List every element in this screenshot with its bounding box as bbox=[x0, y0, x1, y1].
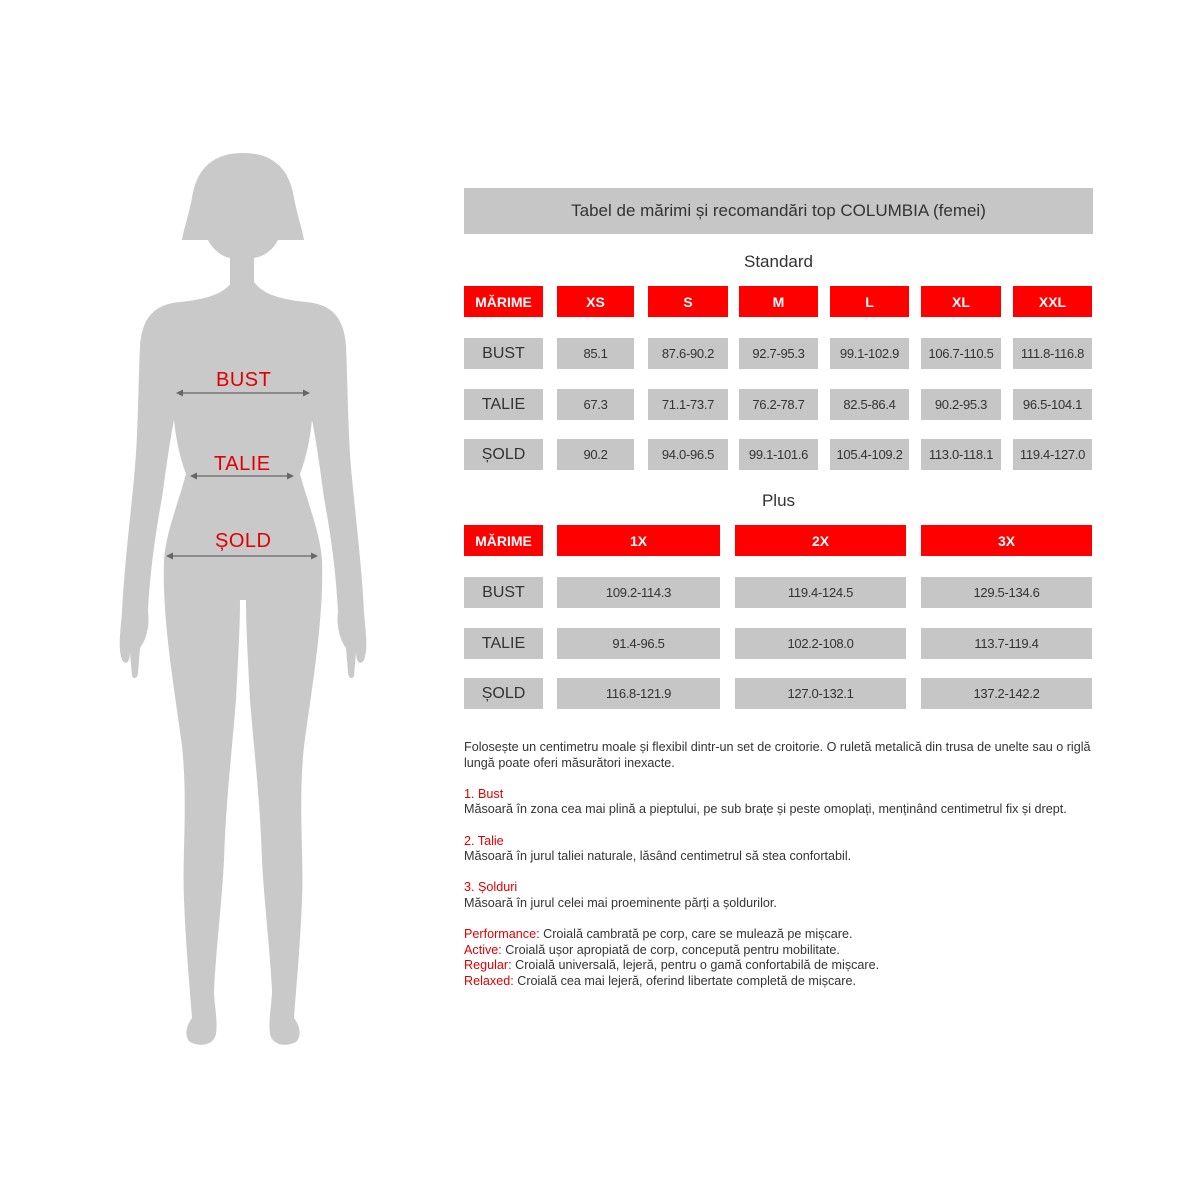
standard-talie-s: 71.1-73.7 bbox=[648, 389, 728, 420]
standard-size-xs: XS bbox=[557, 286, 634, 317]
plus-talie-1x: 91.4-96.5 bbox=[557, 628, 720, 659]
standard-bust-xs: 85.1 bbox=[557, 338, 634, 369]
note-bust-text: Măsoară în zona cea mai plină a pieptului, pe sub brațe și peste omoplați, menținând centimetrul fix și drept. bbox=[464, 802, 1067, 817]
standard-section-title: Standard bbox=[744, 252, 813, 271]
fit-relaxed-text: Croială cea mai lejeră, oferind libertate completă de mișcare. bbox=[513, 973, 857, 988]
plus-size-2x: 2X bbox=[735, 525, 906, 556]
plus-bust-3x: 129.5-134.6 bbox=[921, 577, 1092, 608]
silhouette-icon bbox=[120, 153, 367, 1045]
standard-row-label-talie: TALIE bbox=[464, 389, 543, 420]
standard-bust-l: 99.1-102.9 bbox=[830, 338, 909, 369]
standard-sold-xl: 113.0-118.1 bbox=[921, 439, 1001, 470]
standard-talie-l: 82.5-86.4 bbox=[830, 389, 909, 420]
standard-size-s: S bbox=[648, 286, 728, 317]
standard-bust-xl: 106.7-110.5 bbox=[921, 338, 1001, 369]
fit-performance-name: Performance: bbox=[464, 927, 540, 942]
plus-size-3x: 3X bbox=[921, 525, 1092, 556]
note-talie-title: 2. Talie bbox=[464, 833, 504, 848]
note-talie-text: Măsoară în jurul taliei naturale, lăsând centimetrul să stea confortabil. bbox=[464, 849, 852, 864]
plus-bust-1x: 109.2-114.3 bbox=[557, 577, 720, 608]
standard-sold-m: 99.1-101.6 bbox=[739, 439, 818, 470]
plus-section-title: Plus bbox=[761, 491, 796, 510]
standard-sold-xxl: 119.4-127.0 bbox=[1013, 439, 1092, 470]
plus-header-label: MĂRIME bbox=[464, 525, 543, 556]
plus-sold-1x: 116.8-121.9 bbox=[557, 678, 720, 709]
fit-regular-name: Regular: bbox=[464, 958, 512, 973]
standard-size-l: L bbox=[830, 286, 909, 317]
standard-sold-l: 105.4-109.2 bbox=[830, 439, 909, 470]
plus-talie-3x: 113.7-119.4 bbox=[921, 628, 1092, 659]
fit-list bbox=[464, 927, 1094, 989]
standard-bust-s: 87.6-90.2 bbox=[648, 338, 728, 369]
standard-sold-s: 94.0-96.5 bbox=[648, 439, 728, 470]
standard-sold-xs: 90.2 bbox=[557, 439, 634, 470]
plus-row-label-sold: ȘOLD bbox=[464, 678, 543, 709]
note-solduri bbox=[464, 880, 1094, 911]
standard-size-m: M bbox=[739, 286, 818, 317]
fit-regular-text: Croială universală, lejeră, pentru o gamă confortabilă de mișcare. bbox=[511, 958, 880, 973]
note-talie bbox=[464, 834, 1094, 865]
plus-sold-3x: 137.2-142.2 bbox=[921, 678, 1092, 709]
standard-header-label: MĂRIME bbox=[464, 286, 543, 317]
note-bust-title: 1. Bust bbox=[464, 786, 504, 801]
figure-label-bust: BUST bbox=[216, 369, 272, 391]
figure-label-sold: ȘOLD bbox=[215, 530, 272, 552]
measurement-notes bbox=[464, 740, 1094, 1005]
standard-size-xl: XL bbox=[921, 286, 1001, 317]
note-bust bbox=[464, 787, 1094, 818]
figure-label-talie: TALIE bbox=[214, 453, 271, 475]
fit-active-name: Active: bbox=[464, 942, 502, 957]
standard-row-label-sold: ȘOLD bbox=[464, 439, 543, 470]
standard-talie-xl: 90.2-95.3 bbox=[921, 389, 1001, 420]
plus-sold-2x: 127.0-132.1 bbox=[735, 678, 906, 709]
fit-active-text: Croială ușor apropiată de corp, concepută pentru mobilitate. bbox=[501, 942, 840, 957]
fit-performance-text: Croială cambrată pe corp, care se mulează pe mișcare. bbox=[539, 927, 853, 942]
plus-talie-2x: 102.2-108.0 bbox=[735, 628, 906, 659]
plus-row-label-talie: TALIE bbox=[464, 628, 543, 659]
note-solduri-text: Măsoară în jurul celei mai proeminente părți a șoldurilor. bbox=[464, 895, 777, 910]
note-solduri-title: 3. Șolduri bbox=[464, 880, 518, 895]
notes-intro: Folosește un centimetru moale și flexibil dintr-un set de croitorie. O ruletă metalică din trusa de unelte sau o riglă lungă poate oferi măsurători inexacte. bbox=[464, 740, 1091, 770]
standard-bust-m: 92.7-95.3 bbox=[739, 338, 818, 369]
standard-bust-xxl: 111.8-116.8 bbox=[1013, 338, 1092, 369]
standard-talie-xs: 67.3 bbox=[557, 389, 634, 420]
standard-talie-m: 76.2-78.7 bbox=[739, 389, 818, 420]
standard-size-xxl: XXL bbox=[1013, 286, 1092, 317]
plus-row-label-bust: BUST bbox=[464, 577, 543, 608]
fit-relaxed-name: Relaxed: bbox=[464, 973, 514, 988]
standard-row-label-bust: BUST bbox=[464, 338, 543, 369]
plus-bust-2x: 119.4-124.5 bbox=[735, 577, 906, 608]
plus-size-1x: 1X bbox=[557, 525, 720, 556]
standard-talie-xxl: 96.5-104.1 bbox=[1013, 389, 1092, 420]
body-silhouette-figure bbox=[0, 0, 420, 1200]
page-title: Tabel de mărimi și recomandări top COLUMBIA (femei) bbox=[464, 188, 1093, 234]
